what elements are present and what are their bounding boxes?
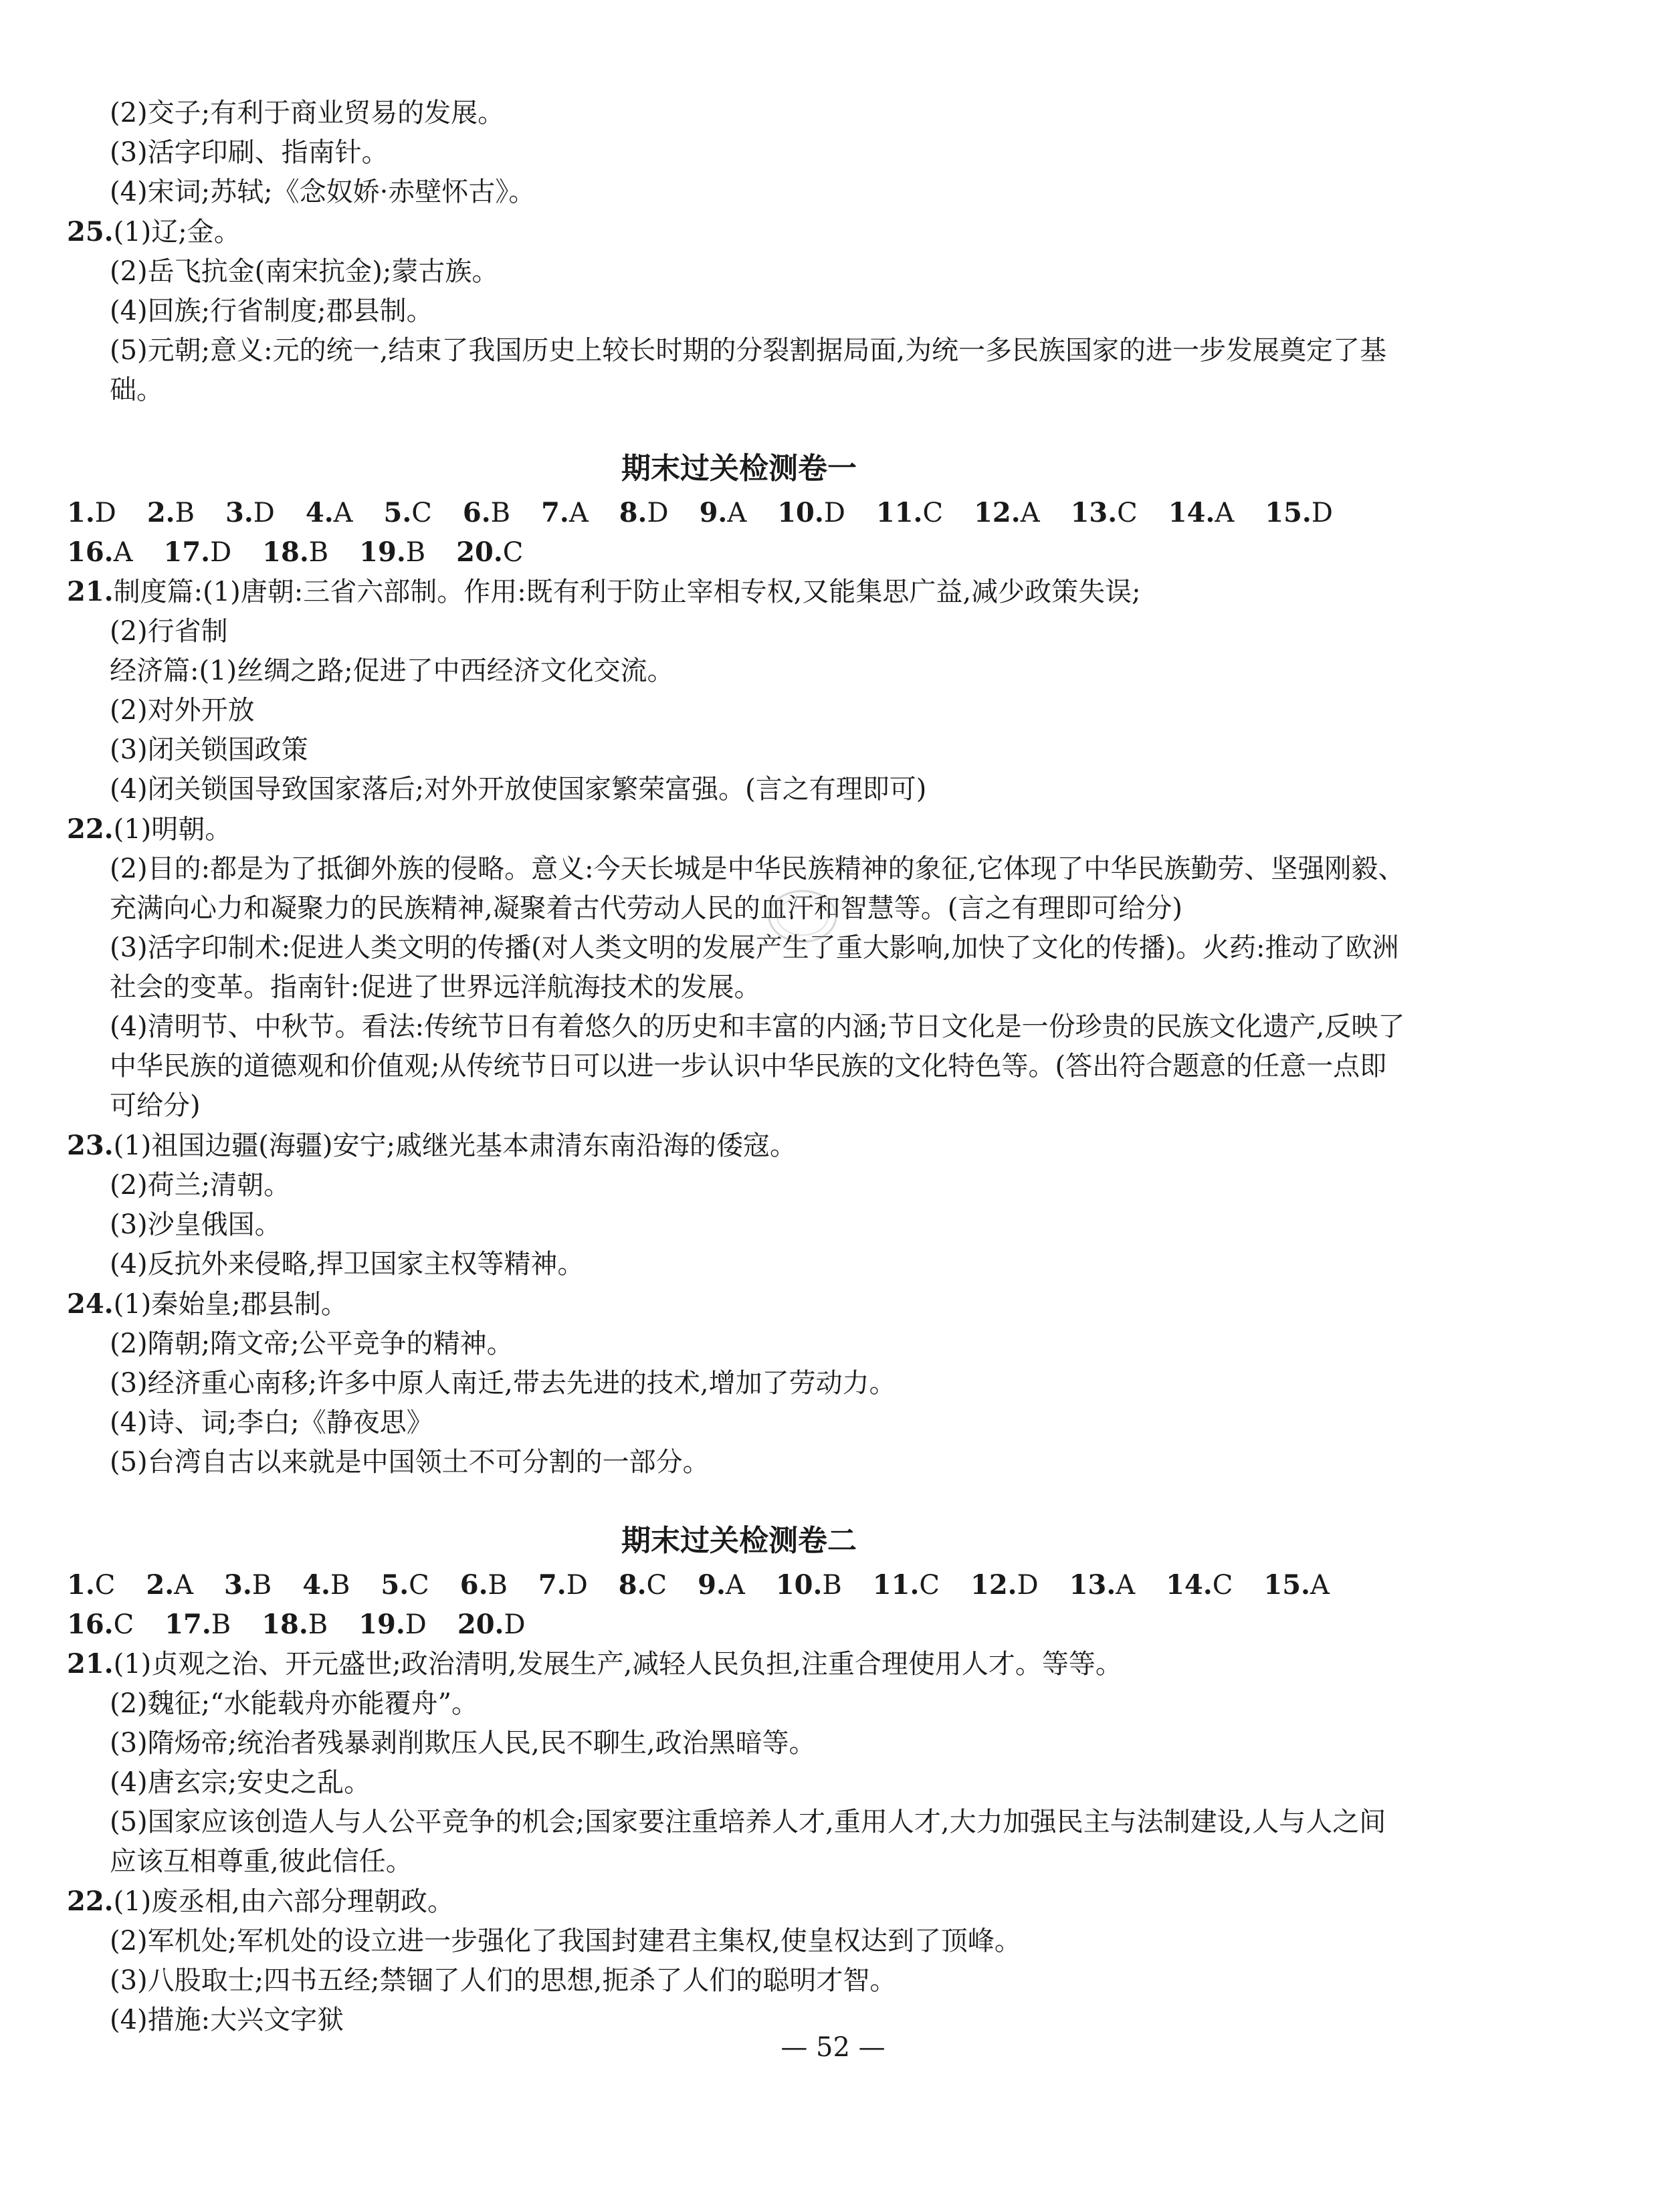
mc-answer <box>619 1565 667 1605</box>
mc-answer <box>358 1605 427 1644</box>
mc-choice: C <box>411 498 432 528</box>
mc-answer <box>67 532 132 572</box>
mc-number: 1. <box>67 497 95 528</box>
mc-choice: D <box>647 498 669 528</box>
answer-line <box>67 770 1411 809</box>
answer-text: (3)沙皇俄国。 <box>110 1209 282 1240</box>
mc-answer <box>306 493 353 532</box>
mc-answer <box>970 1565 1039 1605</box>
mc-number: 12. <box>974 497 1021 528</box>
mc-choice: B <box>330 1570 350 1601</box>
mc-choice: A <box>1116 1570 1136 1601</box>
question-number: 21. <box>67 1648 114 1680</box>
answer-text: (2)荷兰;清朝。 <box>110 1170 291 1201</box>
section-title-2: 期末过关检测卷二 <box>621 1524 857 1558</box>
mc-answer <box>67 493 116 532</box>
mc-number: 8. <box>619 497 647 528</box>
mc-answer <box>67 1605 134 1644</box>
mc-answer <box>1168 493 1234 532</box>
answer-line <box>67 1007 1411 1126</box>
answer-line <box>67 1284 1411 1324</box>
section-1-answers <box>67 572 1411 1482</box>
mc-answer <box>146 1565 193 1605</box>
mc-choice: A <box>1020 498 1040 528</box>
answer-line <box>67 292 1411 331</box>
answer-text: (3)活字印刷、指南针。 <box>110 137 389 168</box>
mc-choice: D <box>504 1609 526 1640</box>
answer-text: (4)唐玄宗;安史之乱。 <box>110 1767 371 1798</box>
mc-number: 6. <box>459 1569 488 1601</box>
answer-text: (3)活字印制术:促进人类文明的传播(对人类文明的发展产生了重大影响,加快了文化的传播)。火药:推动了欧洲社会的变革。指南针:促进了世界远洋航海技术的发展。 <box>110 932 1399 1003</box>
mc-answer <box>873 1565 940 1605</box>
mc-answer <box>1071 493 1138 532</box>
mc-answer <box>463 493 510 532</box>
mc-choice: A <box>113 537 133 568</box>
mc-choice: A <box>1310 1570 1330 1601</box>
mc-answer <box>700 493 747 532</box>
mc-number: 10. <box>775 1569 823 1601</box>
watermark-stamp <box>766 886 839 946</box>
mc-number: 18. <box>262 536 309 568</box>
mc-answer <box>777 493 845 532</box>
mc-choice: B <box>211 1609 231 1640</box>
answer-text: (2)目的:都是为了抵御外族的侵略。意义:今天长城是中华民族精神的象征,它体现了中华民族勤劳、坚强刚毅、充满向心力和凝聚力的民族精神,凝聚着古代劳动人民的血汗和智慧等。(言之有理即可给分) <box>110 853 1405 924</box>
answer-line <box>67 94 1411 133</box>
answer-text: (2)军机处;军机处的设立进一步强化了我国封建君主集权,使皇权达到了顶峰。 <box>110 1926 1021 1956</box>
mc-answer <box>359 532 425 572</box>
answer-line <box>67 1364 1411 1403</box>
mc-answer <box>698 1565 745 1605</box>
answer-text: (3)八股取士;四书五经;禁锢了人们的思想,扼杀了人们的聪明才智。 <box>110 1965 897 1996</box>
answer-line <box>67 1763 1411 1803</box>
mc-answer <box>224 1565 272 1605</box>
mc-choice: B <box>251 1570 272 1601</box>
mc-answers-row <box>67 532 1411 572</box>
mc-answer <box>302 1565 350 1605</box>
mc-answer <box>974 493 1039 532</box>
mc-number: 18. <box>262 1609 308 1640</box>
mc-number: 19. <box>359 536 406 568</box>
mc-number: 16. <box>67 536 114 568</box>
answer-line <box>67 173 1411 212</box>
answer-line <box>67 133 1411 173</box>
mc-choice: A <box>727 498 747 528</box>
mc-number: 10. <box>777 497 824 528</box>
page-content <box>67 94 1411 2040</box>
mc-answer <box>776 1565 842 1605</box>
mc-number: 5. <box>383 497 412 528</box>
mc-choice: B <box>822 1570 842 1601</box>
mc-choice: B <box>405 537 426 568</box>
answer-text: (1)辽;金。 <box>113 217 241 247</box>
mc-number: 13. <box>1069 1569 1116 1601</box>
answer-line <box>67 1922 1411 1961</box>
mc-choice: D <box>566 1570 588 1601</box>
mc-answers-row <box>67 493 1411 532</box>
answer-text: (2)行省制 <box>110 616 228 647</box>
answer-line <box>67 1803 1411 1882</box>
mc-choice: A <box>174 1570 194 1601</box>
answer-text: (4)闭关锁国导致国家落后;对外开放使国家繁荣富强。(言之有理即可) <box>110 774 927 805</box>
answer-text: 制度篇:(1)唐朝:三省六部制。作用:既有利于防止宰相专权,又能集思广益,减少政策失误; <box>113 577 1141 607</box>
answer-line <box>67 1126 1411 1166</box>
answer-line <box>67 849 1411 928</box>
mc-answer <box>876 493 943 532</box>
answer-line <box>67 612 1411 651</box>
mc-choice: D <box>210 537 232 568</box>
answer-line <box>67 331 1411 410</box>
answer-line <box>67 1961 1411 2001</box>
answer-line <box>67 572 1411 612</box>
mc-answer <box>262 1605 328 1644</box>
answer-line <box>67 1684 1411 1724</box>
mc-choice: C <box>409 1570 429 1601</box>
mc-number: 11. <box>872 1569 920 1601</box>
mc-number: 6. <box>462 497 491 528</box>
mc-number: 9. <box>699 497 728 528</box>
mc-number: 5. <box>381 1569 409 1601</box>
mc-choice: C <box>919 1570 940 1601</box>
mc-number: 7. <box>541 497 569 528</box>
mc-number: 15. <box>1265 497 1312 528</box>
mc-answer <box>147 493 195 532</box>
section-2-answers <box>67 1644 1411 2040</box>
mc-choice: C <box>502 537 524 568</box>
mc-number: 2. <box>146 497 175 528</box>
mc-number: 8. <box>618 1569 647 1601</box>
question-number: 22. <box>67 1886 114 1917</box>
answer-line <box>67 1403 1411 1443</box>
mc-choice: C <box>94 1570 116 1601</box>
mc-number: 1. <box>67 1569 95 1601</box>
mc-number: 12. <box>970 1569 1017 1601</box>
mc-choice: C <box>1117 498 1138 528</box>
page-number: — 52 — <box>780 2032 886 2063</box>
mc-number: 4. <box>305 497 334 528</box>
mc-number: 14. <box>1166 1569 1213 1601</box>
answer-line <box>67 252 1411 292</box>
answer-text: (1)明朝。 <box>113 814 232 845</box>
mc-choice: A <box>725 1570 745 1601</box>
section-continued-answers <box>67 94 1411 410</box>
mc-answers-row <box>67 1605 1411 1644</box>
mc-number: 11. <box>875 497 923 528</box>
answer-line <box>67 1245 1411 1284</box>
answer-line <box>67 691 1411 730</box>
mc-choice: B <box>308 1609 328 1640</box>
mc-choice: A <box>333 498 353 528</box>
mc-answer <box>67 1565 115 1605</box>
answer-text: (3)经济重心南移;许多中原人南迁,带去先进的技术,增加了劳动力。 <box>110 1368 896 1399</box>
mc-answer <box>262 532 328 572</box>
mc-number: 17. <box>165 1609 211 1640</box>
answer-text: 经济篇:(1)丝绸之路;促进了中西经济文化交流。 <box>110 656 674 686</box>
mc-choice: C <box>646 1570 667 1601</box>
mc-choice: C <box>922 498 944 528</box>
mc-number: 19. <box>358 1609 405 1640</box>
mc-answer <box>165 1605 231 1644</box>
answer-text: (4)措施:大兴文字狱 <box>110 2005 344 2035</box>
mc-answer <box>456 532 523 572</box>
mc-choice: D <box>823 498 845 528</box>
mc-number: 4. <box>302 1569 330 1601</box>
answer-line <box>67 1724 1411 1763</box>
answer-text: (3)闭关锁国政策 <box>110 734 308 765</box>
answer-text: (1)废丞相,由六部分理朝政。 <box>113 1886 454 1917</box>
mc-number: 9. <box>698 1569 726 1601</box>
answer-text: (4)诗、词;李白;《静夜思》 <box>110 1407 433 1438</box>
mc-answer <box>457 1605 526 1644</box>
answer-text: (4)回族;行省制度;郡县制。 <box>110 296 433 326</box>
answer-text: (2)岳飞抗金(南宋抗金);蒙古族。 <box>110 256 499 287</box>
mc-number: 13. <box>1070 497 1118 528</box>
answer-text: (5)台湾自古以来就是中国领土不可分割的一部分。 <box>110 1447 710 1478</box>
answer-line <box>67 1166 1411 1205</box>
answer-line <box>67 730 1411 770</box>
answer-text: (2)交子;有利于商业贸易的发展。 <box>110 98 505 128</box>
answer-line <box>67 212 1411 252</box>
mc-answer <box>538 1565 588 1605</box>
answer-text: (2)魏征;“水能载舟亦能覆舟”。 <box>110 1688 479 1719</box>
answer-line <box>67 809 1411 849</box>
mc-choice: D <box>253 498 275 528</box>
mc-answers-row <box>67 1565 1411 1605</box>
mc-answer <box>619 493 669 532</box>
mc-answer <box>163 532 231 572</box>
answer-text: (1)秦始皇;郡县制。 <box>113 1289 348 1320</box>
answer-line <box>67 1882 1411 1922</box>
mc-number: 17. <box>163 536 211 568</box>
mc-number: 2. <box>146 1569 175 1601</box>
mc-choice: B <box>175 498 195 528</box>
answer-text: (4)清明节、中秋节。看法:传统节日有着悠久的历史和丰富的内涵;节日文化是一份珍贵的民族文化遗产,反映了中华民族的道德观和价值观;从传统节日可以进一步认识中华民族的文化特色等。(答出符合题意的任意一点即可给分) <box>110 1011 1405 1121</box>
mc-number: 7. <box>538 1569 566 1601</box>
mc-choice: C <box>1212 1570 1233 1601</box>
answer-line <box>67 1644 1411 1684</box>
mc-answer <box>1166 1565 1233 1605</box>
answer-text: (1)贞观之治、开元盛世;政治清明,发展生产,减轻人民负担,注重合理使用人才。等等。 <box>113 1649 1122 1680</box>
mc-choice: D <box>94 498 116 528</box>
answer-line <box>67 1324 1411 1364</box>
answer-line <box>67 928 1411 1007</box>
answer-text: (5)国家应该创造人与人公平竞争的机会;国家要注重培养人才,重用人才,大力加强民主与法制建设,人与人之间应该互相尊重,彼此信任。 <box>110 1807 1386 1877</box>
mc-choice: A <box>1215 498 1235 528</box>
question-number: 22. <box>67 813 114 845</box>
section-title-1: 期末过关检测卷一 <box>621 451 857 486</box>
mc-answer <box>384 493 432 532</box>
mc-choice: D <box>1311 498 1333 528</box>
mc-number: 15. <box>1263 1569 1310 1601</box>
mc-answer <box>1069 1565 1135 1605</box>
question-number: 24. <box>67 1288 114 1320</box>
mc-number: 20. <box>457 1609 504 1640</box>
mc-number: 14. <box>1168 497 1215 528</box>
mc-answer <box>225 493 275 532</box>
mc-number: 20. <box>456 536 503 568</box>
mc-choice: A <box>568 498 589 528</box>
mc-answer <box>1265 493 1333 532</box>
mc-number: 3. <box>225 497 253 528</box>
answer-text: (2)隋朝;隋文帝;公平竞争的精神。 <box>110 1328 514 1359</box>
mc-answer <box>541 493 589 532</box>
question-number: 23. <box>67 1130 114 1161</box>
answer-line <box>67 1205 1411 1245</box>
mc-choice: D <box>1017 1570 1039 1601</box>
mc-number: 16. <box>67 1609 114 1640</box>
mc-choice: C <box>113 1609 134 1640</box>
answer-text: (3)隋炀帝;统治者残暴剥削欺压人民,民不聊生,政治黑暗等。 <box>110 1728 816 1758</box>
answer-text: (1)祖国边疆(海疆)安宁;戚继光基本肃清东南沿海的倭寇。 <box>113 1130 797 1161</box>
mc-number: 3. <box>224 1569 252 1601</box>
answer-line <box>67 1443 1411 1482</box>
mc-choice: B <box>490 498 511 528</box>
question-number: 21. <box>67 576 114 607</box>
mc-answer <box>1263 1565 1329 1605</box>
mc-choice: D <box>405 1609 427 1640</box>
answer-text: (5)元朝;意义:元的统一,结束了我国历史上较长时期的分裂割据局面,为统一多民族国家的进一步发展奠定了基础。 <box>110 335 1387 405</box>
answer-line <box>67 651 1411 691</box>
mc-answer <box>381 1565 429 1605</box>
mc-choice: B <box>308 537 329 568</box>
mc-answer <box>460 1565 508 1605</box>
mc-choice: B <box>488 1570 508 1601</box>
answer-text: (2)对外开放 <box>110 695 255 726</box>
answer-text: (4)反抗外来侵略,捍卫国家主权等精神。 <box>110 1249 585 1280</box>
question-number: 25. <box>67 216 114 247</box>
answer-text: (4)宋词;苏轼;《念奴娇·赤壁怀古》。 <box>110 177 536 207</box>
